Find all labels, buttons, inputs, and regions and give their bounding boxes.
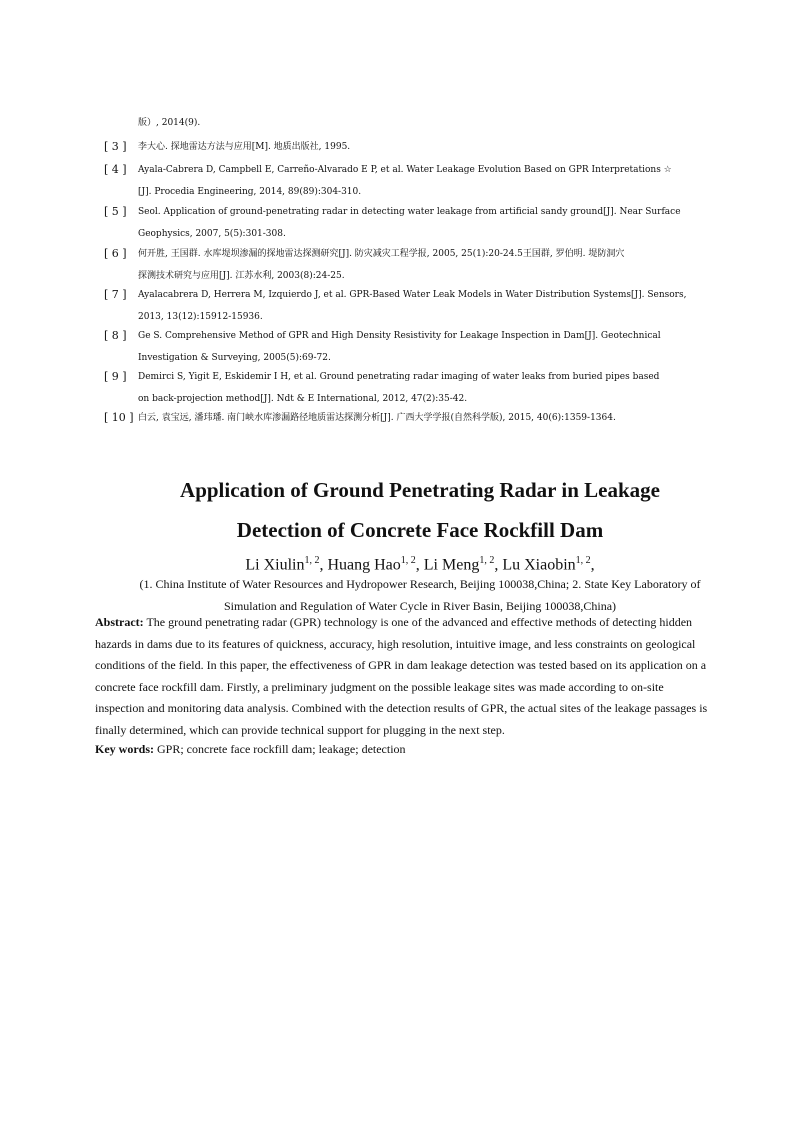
- reference-line: Ayalacabrera D, Herrera M, Izquierdo J, et al. GPR-Based Water Leak Models in Water Distribution Systems[J]. Sensors,: [138, 290, 687, 300]
- reference-line: 2013, 13(12):15912-15936.: [138, 312, 263, 322]
- reference-line: Demirci S, Yigit E, Eskidemir I H, et al. Ground penetrating radar imaging of water leaks from buried pipes based: [138, 372, 660, 382]
- author-affiliation-mark: 1, 2: [400, 555, 416, 566]
- reference-text: [138, 366, 704, 410]
- reference-number: [ 8 ]: [104, 329, 127, 342]
- abstract: [95, 612, 710, 741]
- reference-line: on back-projection method[J]. Ndt & E International, 2012, 47(2):35-42.: [138, 394, 468, 404]
- reference-text: [138, 325, 704, 369]
- reference-line: [J]. Procedia Engineering, 2014, 89(89):304-310.: [138, 187, 362, 197]
- reference-text: [138, 159, 704, 203]
- abstract-label: Abstract:: [95, 615, 144, 629]
- reference-line: Geophysics, 2007, 5(5):301-308.: [138, 229, 286, 239]
- reference-number: [ 7 ]: [104, 288, 127, 301]
- reference-number: [ 4 ]: [104, 163, 127, 176]
- affiliations: [100, 573, 740, 617]
- reference-text: [138, 284, 704, 328]
- reference-line: 白云, 袁宝远, 潘玮璠. 南门峡水库渗漏路径地质雷达探测分析[J]. 广西大学学报(自然科学版), 2015, 40(6):1359-1364.: [138, 413, 616, 423]
- author-affiliation-mark: 1, 2: [304, 555, 320, 566]
- abstract-line: conditions of the field. In this paper, the effectiveness of GPR in dam leakage detection was tested based on its application on a: [95, 658, 707, 672]
- author-affiliation-mark: 1, 2: [479, 555, 495, 566]
- reference-line: 探测技术研究与应用[J]. 江苏水利, 2003(8):24-25.: [138, 271, 345, 281]
- author-affiliation-mark: 1, 2: [575, 555, 591, 566]
- reference-number: [ 5 ]: [104, 205, 127, 218]
- abstract-line: finally determined, which can provide technical support for plugging in the next step.: [95, 722, 505, 737]
- abstract-line: inspection and monitoring data analysis. Combined with the detection results of GPR, the actual sites of the leakage passages is: [95, 701, 708, 715]
- reference-text: [138, 136, 704, 158]
- author-list: Li Xiulin$^{1, 2}$, Huang Hao$^{1, 2}$, Li Meng$^{1, 2}$, Lu Xiaobin$^{1, 2}$,: [245, 555, 595, 574]
- paper-title-line-1: Application of Ground Penetrating Radar in Leakage: [180, 478, 660, 502]
- reference-line: 何开胜, 王国群. 水库堤坝渗漏的探地雷达探测研究[J]. 防灾减灾工程学报, 2005, 25(1):20-24.5王国群, 罗伯明. 堤防洞穴: [138, 249, 625, 259]
- reference-number: [ 10 ]: [104, 411, 134, 424]
- reference-number: [ 6 ]: [104, 247, 127, 260]
- reference-number: [ 3 ]: [104, 140, 127, 153]
- abstract-line: The ground penetrating radar (GPR) technology is one of the advanced and effective methods of detecting hidden: [143, 615, 693, 629]
- author-name: Lu Xiaobin: [502, 556, 576, 574]
- reference-text: [138, 407, 704, 429]
- affiliation-line: (1. China Institute of Water Resources and Hydropower Research, Beijing 100038,China; 2. State Key Laboratory of: [139, 577, 701, 591]
- author-name: Li Meng: [423, 556, 480, 574]
- reference-number: [ 9 ]: [104, 370, 127, 383]
- keywords-text: GPR; concrete face rockfill dam; leakage; detection: [154, 742, 406, 756]
- reference-text: [138, 243, 704, 287]
- reference-line: 李大心. 探地雷达方法与应用[M]. 地质出版社, 1995.: [138, 142, 351, 152]
- reference-line: Seol. Application of ground-penetrating radar in detecting water leakage from artificial sandy ground[J]. Near Surface: [138, 207, 681, 217]
- abstract-line: hazards in dams due to its features of quickness, accuracy, high resolution, intuitive image, and less constraints on geological: [95, 636, 696, 651]
- keywords-label: Key words:: [95, 742, 154, 756]
- reference-line: Ayala-Cabrera D, Campbell E, Carreño-Alvarado E P, et al. Water Leakage Evolution Based on GPR Interpretations ☆: [138, 165, 672, 175]
- reference-line: Ge S. Comprehensive Method of GPR and High Density Resistivity for Leakage Inspection in Dam[J]. Geotechnical: [138, 331, 661, 341]
- reference-continuation: 版）, 2014(9).: [138, 118, 201, 128]
- paper-title-line-2: Detection of Concrete Face Rockfill Dam: [236, 518, 604, 542]
- author-name: Li Xiulin: [245, 556, 305, 574]
- reference-text: [138, 201, 704, 245]
- abstract-line: concrete face rockfill dam. Firstly, a preliminary judgment on the possible leakage sites was made according to on-site: [95, 679, 664, 694]
- reference-line: Investigation & Surveying, 2005(5):69-72.: [138, 353, 331, 363]
- keywords: [95, 740, 406, 758]
- affiliation-line: Simulation and Regulation of Water Cycle in River Basin, Beijing 100038,China): [223, 599, 617, 613]
- author-name: Huang Hao: [327, 556, 401, 574]
